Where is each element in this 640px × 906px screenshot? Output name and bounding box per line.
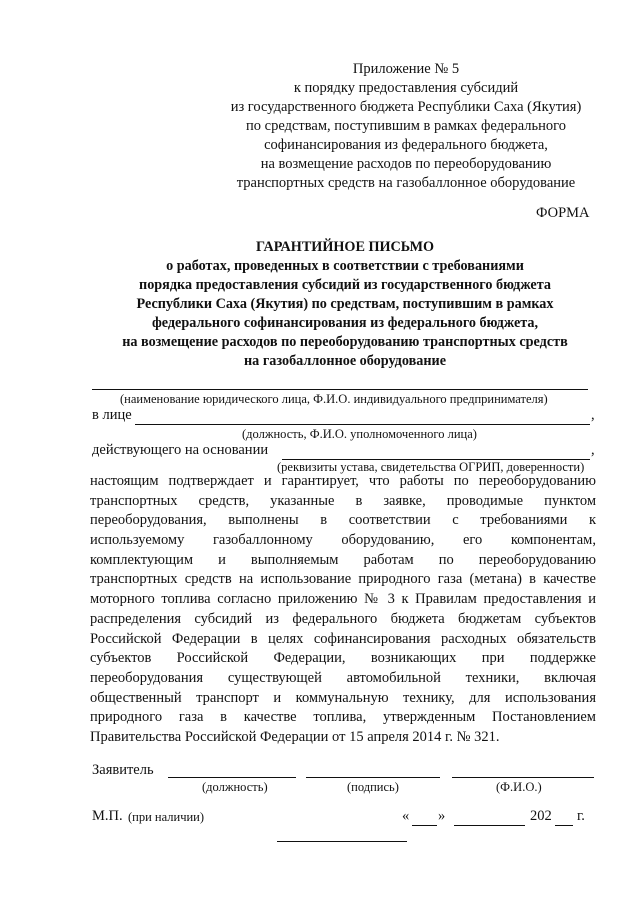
bottom-rule	[277, 841, 407, 842]
title-line: о работах, проведенных в соответствии с требованиями	[166, 258, 524, 274]
signature-caption: (подпись)	[347, 780, 399, 794]
paragraph-line: переоборудования, выполнены в соответствии с требованиями к	[90, 512, 596, 529]
signature-field-line[interactable]	[306, 777, 440, 778]
paragraph-line: транспортных средств на использование природного газа (метана) в качестве	[90, 571, 596, 588]
basis-comma: ,	[591, 442, 595, 458]
paragraph-line: переоборудования существующей автомобильной техники, включая	[90, 669, 596, 686]
paragraph-line: настоящим подтверждает и гарантирует, что работы по переоборудованию	[90, 473, 596, 489]
appendix-line: к порядку предоставления субсидий	[293, 80, 519, 96]
paragraph-line: распределения субсидий из федерального бюджета бюджетам субъектов	[90, 610, 596, 627]
basis-label: действующего на основании	[92, 442, 269, 458]
paragraph-line: транспортных средств, указанные в заявке, проводимые пунктом	[90, 492, 596, 509]
year-field-line[interactable]	[555, 825, 573, 826]
person-caption: (должность, Ф.И.О. уполномоченного лица)	[242, 427, 477, 441]
paragraph-line: моторного топлива согласно приложению № 3 к Правилам предоставления и	[90, 591, 596, 608]
form-label: ФОРМА	[536, 205, 590, 221]
basis-caption: (реквизиты устава, свидетельства ОГРИП, доверенности)	[277, 460, 585, 474]
person-comma: ,	[591, 407, 595, 423]
paragraph-line: общественный транспорт и коммунальную технику, для использования	[90, 689, 596, 706]
title-line: на возмещение расходов по переоборудованию транспортных средств	[122, 334, 568, 350]
date-quote-close: »	[438, 808, 446, 824]
org-name-caption: (наименование юридического лица, Ф.И.О. индивидуального предпринимателя)	[120, 392, 548, 406]
year-suffix: г.	[577, 808, 585, 824]
title-line: на газобаллонное оборудование	[244, 353, 446, 369]
month-field-line[interactable]	[454, 825, 525, 826]
appendix-line: из государственного бюджета Республики Саха (Якутия)	[230, 99, 582, 115]
year-prefix: 202	[530, 808, 552, 824]
paragraph-line: Правительства Российской Федерации от 15 апреля 2014 г. № 321.	[90, 728, 500, 745]
paragraph-line: используемому газобаллонному оборудованию, его компонентам,	[90, 532, 596, 549]
position-caption: (должность)	[202, 780, 268, 794]
day-field-line[interactable]	[412, 825, 437, 826]
appendix-line: софинансирования из федерального бюджета,	[264, 137, 548, 153]
paragraph-line: Российской Федерации в целях софинансирования расходных обязательств	[90, 630, 596, 647]
document-title	[60, 238, 630, 371]
appendix-header	[200, 60, 612, 193]
appendix-line: по средствам, поступившим в рамках федерального	[246, 118, 566, 134]
full-name-field-line[interactable]	[452, 777, 594, 778]
paragraph-line: природного газа в качестве топлива, утвержденным Постановлением	[90, 709, 596, 726]
title-line: Республики Саха (Якутия) по средствам, поступившим в рамках	[136, 296, 554, 312]
org-name-field-line[interactable]	[92, 389, 588, 390]
title-heading: ГАРАНТИЙНОЕ ПИСЬМО	[255, 239, 435, 255]
title-line: порядка предоставления субсидий из государственного бюджета	[139, 277, 551, 293]
person-field-line[interactable]	[135, 424, 590, 425]
stamp-label: М.П.	[92, 808, 123, 824]
date-quote-open: «	[402, 808, 410, 824]
appendix-line: Приложение № 5	[352, 61, 460, 77]
position-field-line[interactable]	[168, 777, 296, 778]
stamp-note: (при наличии)	[128, 810, 205, 824]
guarantee-paragraph	[90, 472, 596, 748]
appendix-line: на возмещение расходов по переоборудованию	[260, 156, 552, 172]
title-line: федерального софинансирования из федерального бюджета,	[151, 315, 539, 331]
paragraph-line: комплектующим и выполняемым работам по переоборудованию	[90, 551, 596, 568]
person-label: в лице	[92, 407, 132, 423]
applicant-label: Заявитель	[92, 762, 154, 778]
paragraph-line: субъектов Российской Федерации, возникающих при поддержке	[90, 650, 596, 667]
appendix-line: транспортных средств на газобаллонное оборудование	[236, 175, 576, 191]
full-name-caption: (Ф.И.О.)	[496, 780, 542, 794]
